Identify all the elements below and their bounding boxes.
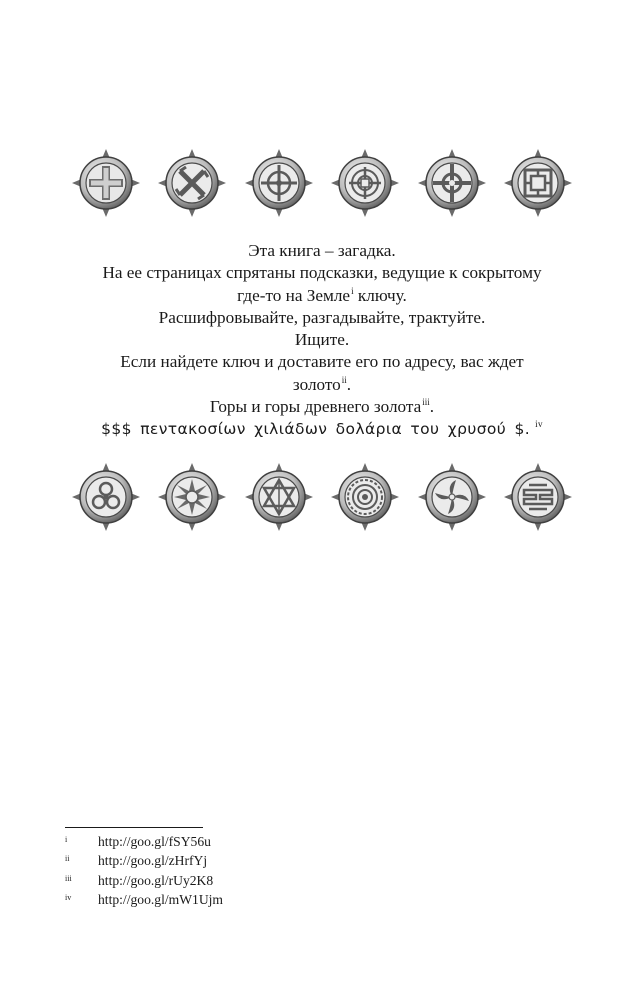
wheel-emblem-icon <box>418 149 486 217</box>
riddle-line-8-end: . <box>429 397 435 417</box>
footnote-link[interactable]: http://goo.gl/zHrfYj <box>98 853 208 869</box>
square-knot-emblem-icon <box>504 149 572 217</box>
riddle-line-5: Ищите. <box>294 330 350 350</box>
cross-compass-emblem-icon <box>72 149 140 217</box>
riddle-text-block <box>60 240 584 441</box>
riddle-line-7-start: золото <box>292 374 341 394</box>
sun-star-emblem-icon <box>158 463 226 531</box>
riddle-line-8 <box>60 396 584 418</box>
footnote-item <box>65 891 223 910</box>
footnote-ref-ii[interactable]: ii <box>341 374 347 385</box>
riddle-line-6: Если найдете ключ и доставите его по адресу, вас ждет <box>120 352 524 372</box>
riddle-line-3-start: где-то на Земле <box>237 285 351 305</box>
footnote-mark: ii <box>65 854 70 864</box>
pinwheel-emblem-icon <box>418 463 486 531</box>
riddle-line-8-start: Горы и горы древнего золота <box>209 397 422 417</box>
riddle-line-7 <box>60 374 584 396</box>
riddle-line-7-end: . <box>346 374 352 394</box>
footnote-link[interactable]: http://goo.gl/fSY56u <box>98 834 211 849</box>
riddle-line-1: Эта книга – загадка. <box>248 241 396 260</box>
ornate-circle-emblem-icon <box>331 149 399 217</box>
top-emblem-row <box>72 148 572 218</box>
greek-gold-text: $$$ πεντακοσίων χιλιάδων δολάρια του χρυσού $. <box>101 420 531 439</box>
footnote-divider <box>65 827 203 828</box>
bottom-emblem-row <box>72 462 572 532</box>
riddle-line-3 <box>60 285 584 307</box>
hexagram-emblem-icon <box>245 463 313 531</box>
footnote-ref-iii[interactable]: iii <box>422 397 430 408</box>
cross-circle-emblem-icon <box>245 149 313 217</box>
riddle-line-4: Расшифровывайте, разгадывайте, трактуйте. <box>158 307 486 327</box>
concentric-ring-emblem-icon <box>331 463 399 531</box>
riddle-line-2: На ее страницах спрятаны подсказки, ведущие к сокрытому <box>102 263 542 283</box>
triskelion-emblem-icon <box>72 463 140 531</box>
footnote-mark: iv <box>65 892 72 902</box>
footnote-link[interactable]: http://goo.gl/rUy2K8 <box>98 872 214 888</box>
riddle-line-3-end: ключу. <box>353 285 407 305</box>
footnote-mark: iii <box>65 873 72 883</box>
footnote-ref-iv[interactable]: iv <box>535 419 543 430</box>
riddle-line-greek <box>60 418 584 440</box>
footnote-link[interactable]: http://goo.gl/mW1Ujm <box>98 891 223 907</box>
x-rune-emblem-icon <box>158 149 226 217</box>
knotwork-emblem-icon <box>504 463 572 531</box>
footnote-ref-i[interactable]: i <box>351 285 354 296</box>
footnote-list <box>65 833 223 910</box>
footnote-mark: i <box>65 835 68 844</box>
